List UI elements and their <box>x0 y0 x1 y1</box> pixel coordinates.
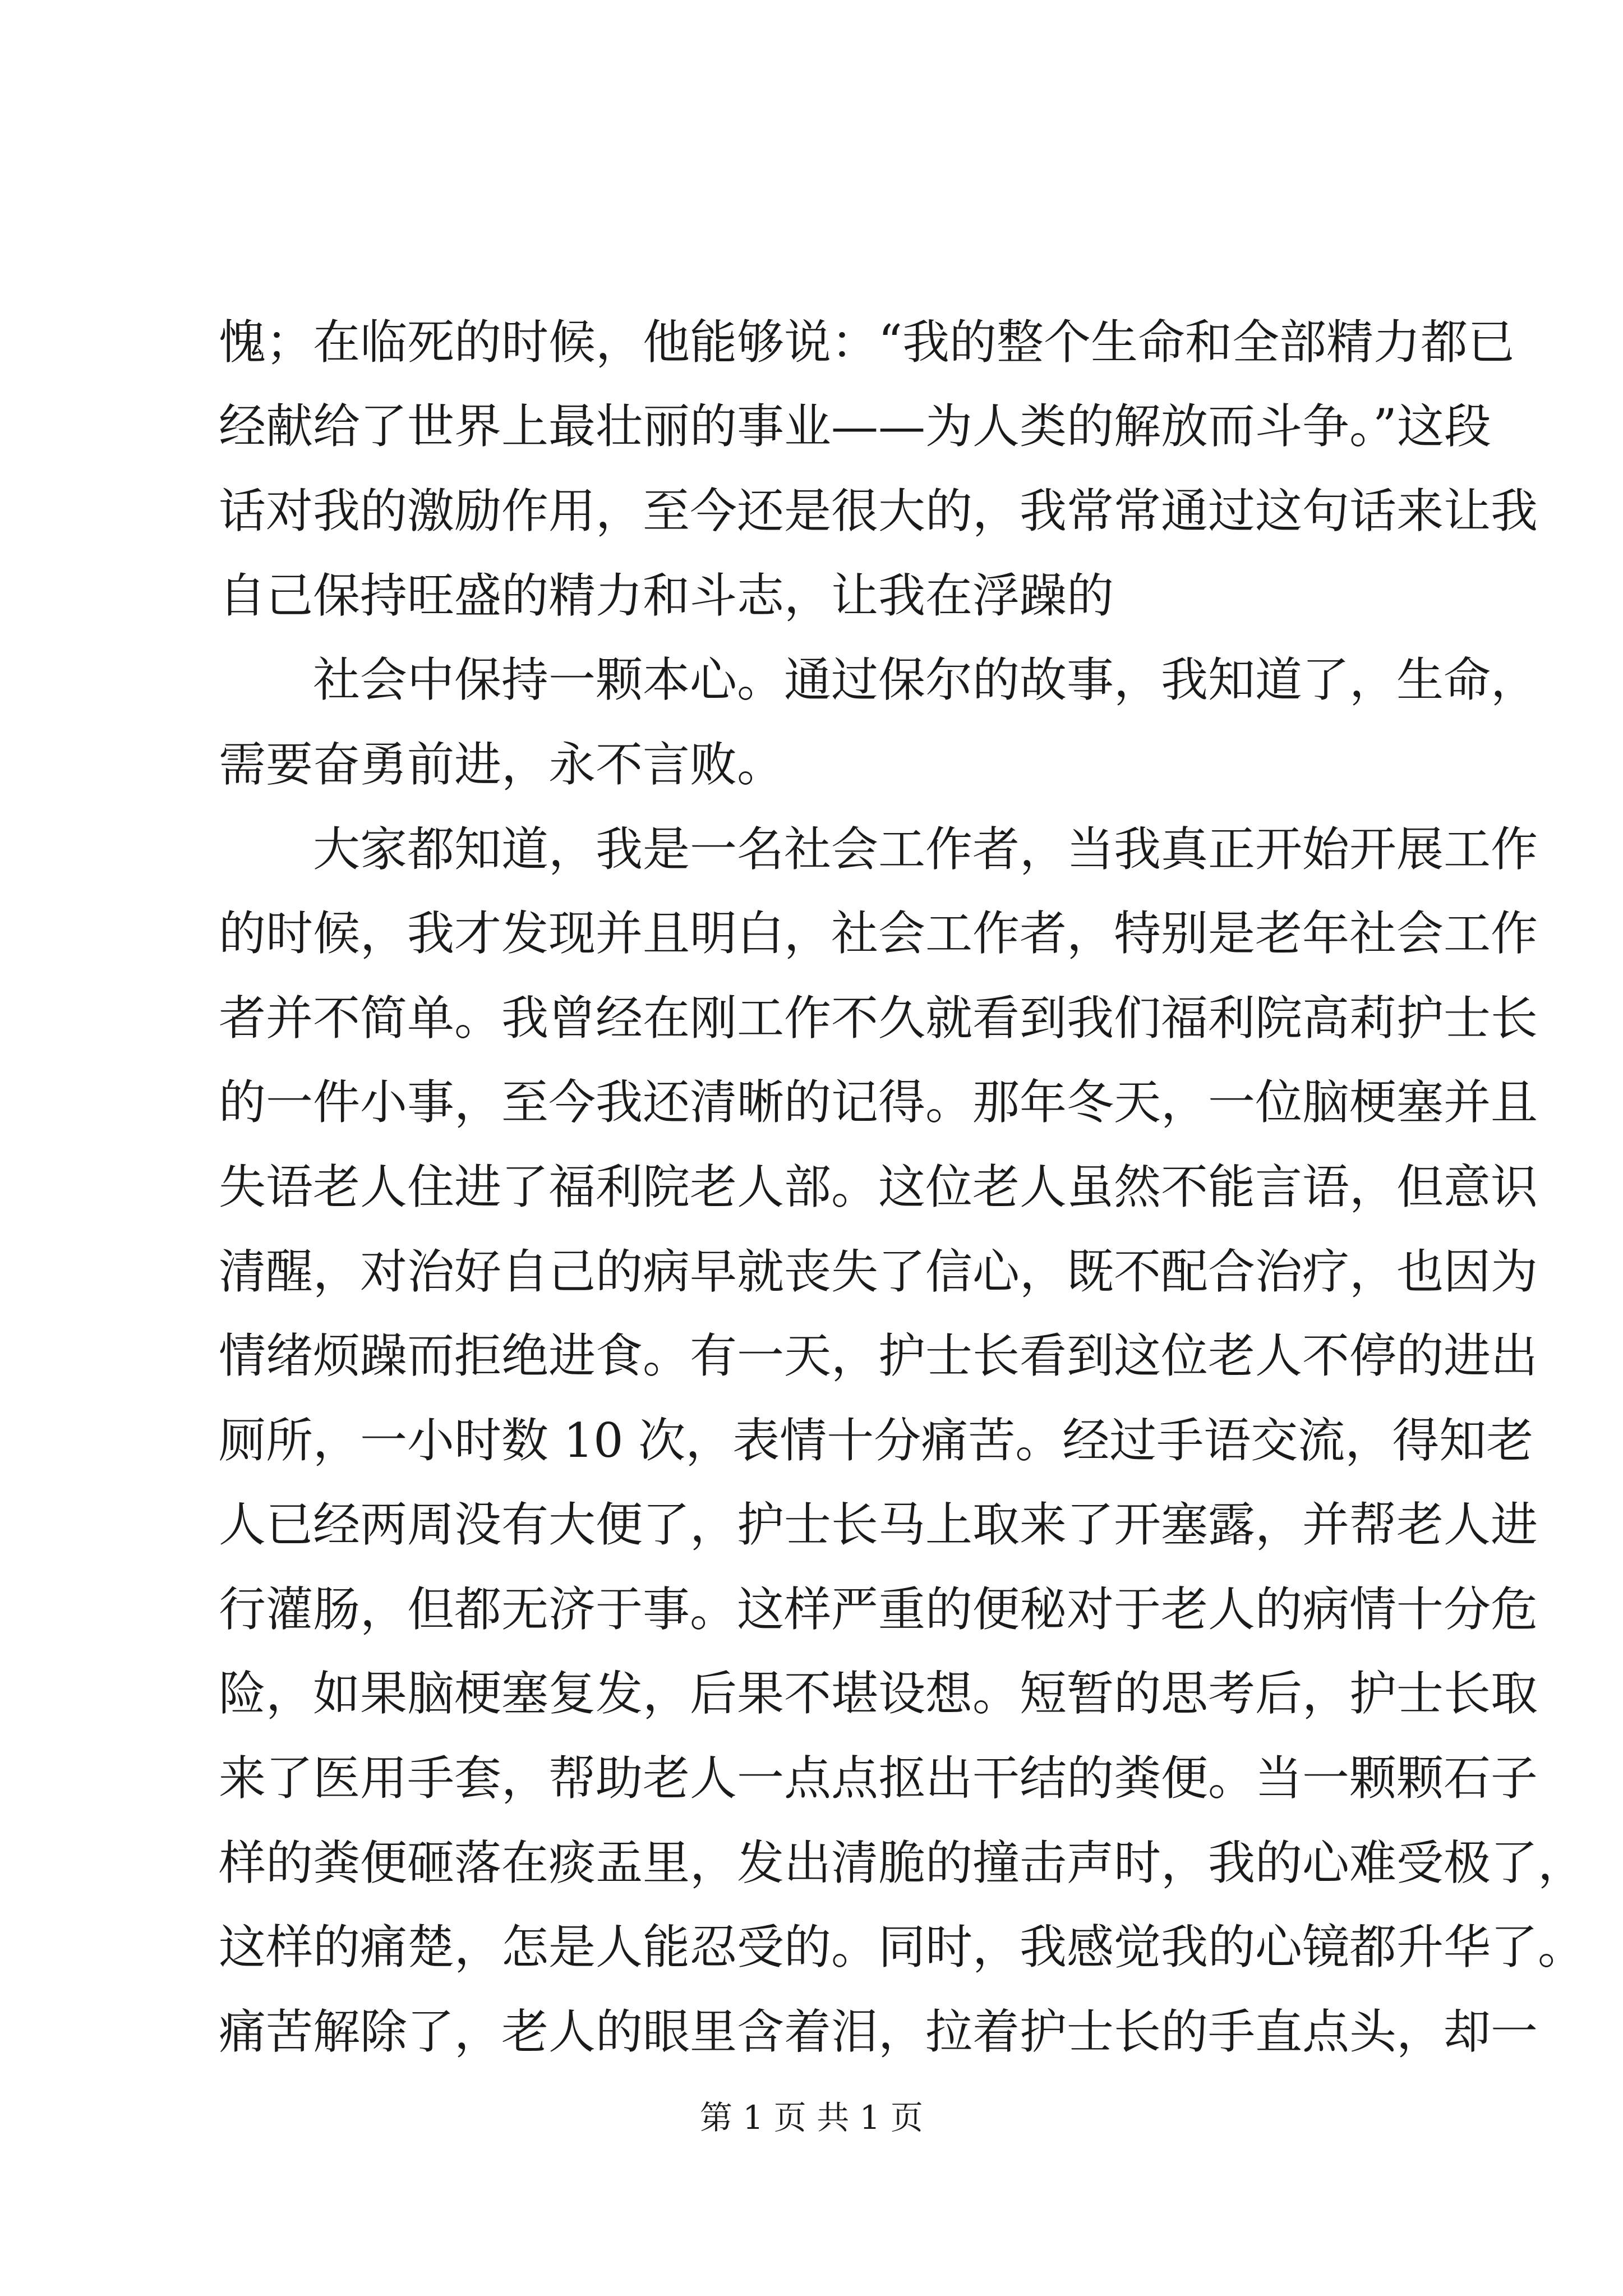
text-line: 来了医用手套，帮助老人一点点抠出干结的粪便。当一颗颗石子 <box>219 1751 1538 1806</box>
text-line: 的一件小事，至今我还清晰的记得。那年冬天，一位脑梗塞并且 <box>219 1075 1538 1130</box>
text-line: 者并不简单。我曾经在刚工作不久就看到我们福利院高莉护士长 <box>219 991 1538 1046</box>
text-line-paragraph-start: 社会中保持一颗本心。通过保尔的故事，我知道了，生命， <box>313 652 1538 707</box>
text-line: 情绪烦躁而拒绝进食。有一天，护士长看到这位老人不停的进出 <box>219 1328 1538 1383</box>
text-line: 经献给了世界上最壮丽的事业——为人类的解放而斗争。”这段 <box>219 399 1491 454</box>
text-line: 话对我的激励作用，至今还是很大的，我常常通过这句话来让我 <box>219 484 1538 539</box>
text-line: 行灌肠，但都无济于事。这样严重的便秘对于老人的病情十分危 <box>219 1582 1538 1637</box>
text-line: 失语老人住进了福利院老人部。这位老人虽然不能言语，但意识 <box>219 1159 1538 1214</box>
text-line: 需要奋勇前进，永不言败。 <box>219 737 785 792</box>
text-line: 的时候，我才发现并且明白，社会工作者，特别是老年社会工作 <box>219 906 1538 961</box>
text-line: 痛苦解除了，老人的眼里含着泪，拉着护士长的手直点头，却一 <box>219 2004 1538 2059</box>
text-line-paragraph-start: 大家都知道，我是一名社会工作者，当我真正开始开展工作 <box>313 822 1538 877</box>
text-line: 清醒，对治好自己的病早就丧失了信心，既不配合治疗，也因为 <box>219 1244 1538 1299</box>
text-line: 险，如果脑梗塞复发，后果不堪设想。短暂的思考后，护士长取 <box>219 1666 1538 1721</box>
text-line: 这样的痛楚，怎是人能忍受的。同时，我感觉我的心镜都升华了。 <box>219 1920 1585 1975</box>
text-line: 厕所，一小时数 10 次，表情十分痛苦。经过手语交流，得知老 <box>219 1413 1534 1468</box>
text-line: 样的粪便砸落在痰盂里，发出清脆的撞击声时，我的心难受极了， <box>219 1835 1585 1890</box>
text-line: 自己保持旺盛的精力和斗志，让我在浮躁的 <box>219 568 1114 623</box>
text-line: 愧；在临死的时候，他能够说：“我的整个生命和全部精力都已 <box>219 315 1515 370</box>
text-line: 人已经两周没有大便了，护士长马上取来了开塞露，并帮老人进 <box>219 1497 1538 1552</box>
page-footer: 第 1 页 共 1 页 <box>700 2099 923 2137</box>
